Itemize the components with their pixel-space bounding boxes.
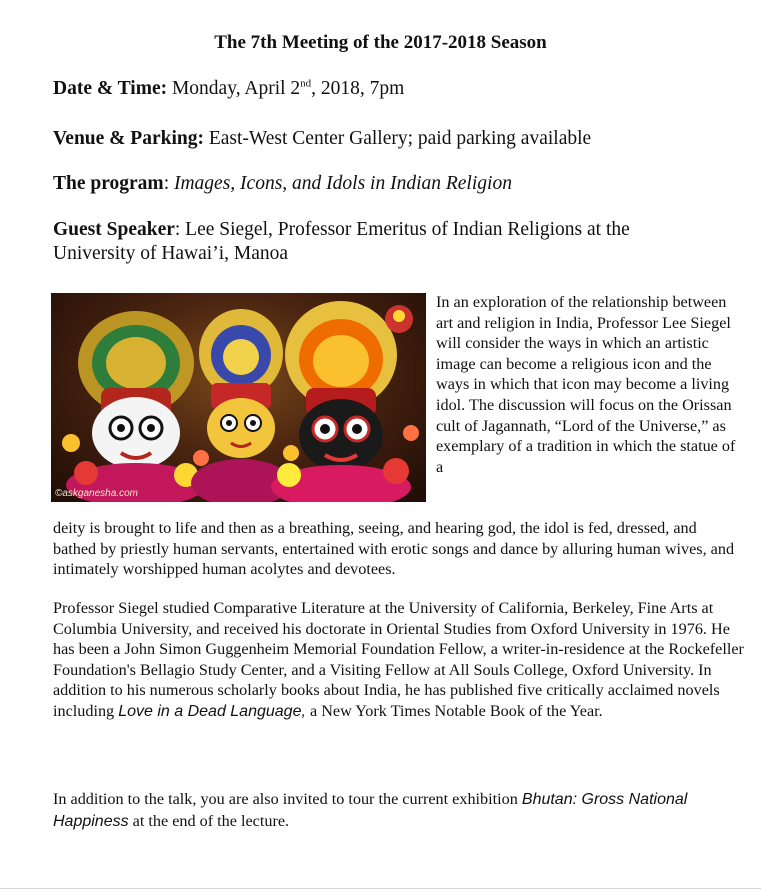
photo-watermark: ©askganesha.com <box>55 488 138 499</box>
program-label: The program <box>53 173 164 194</box>
jagannath-photo <box>51 293 426 502</box>
date-ordinal-suffix: nd <box>300 77 312 90</box>
venue-value: East-West Center Gallery; paid parking available <box>203 128 592 149</box>
speaker-value: : Lee Siegel, Professor Emeritus of Indian Religions at the University of Hawai’i, Manoa <box>53 219 630 264</box>
speaker-label: Guest Speaker <box>53 219 175 240</box>
page-bottom-rule <box>0 888 761 889</box>
date-time-line <box>53 77 404 101</box>
page-title: The 7th Meeting of the 2017-2018 Season <box>214 32 547 53</box>
askganesha-logo <box>380 299 418 343</box>
program-line <box>53 172 512 196</box>
date-value-suffix: , 2018, 7pm <box>311 78 405 99</box>
date-time-label: Date & Time: <box>53 78 168 99</box>
exhibition-title: Bhutan: Gross National Happiness <box>53 791 688 830</box>
program-title: Images, Icons, and Idols in Indian Religion <box>173 173 512 194</box>
deity-middle <box>191 309 291 502</box>
jagannath-illustration <box>51 293 426 502</box>
bio-main-text: Professor Siegel studied Comparative Literature at the University of California, Berkeley, Fine Arts at Columbia University, and received his doctorate in Oriental Studies from Oxford University in 1976. He has been a John Simon Guggenheim Memorial Foundation Fellow, a writer-in-residence at the Rockefeller Foundation's Bellagio Study Center, and a Visiting Fellow at All Souls College, Oxford University. In addition to his numerous scholarly books about India, he has published five critically acclaimed novels including <box>53 599 744 720</box>
deity-left <box>66 311 206 502</box>
date-value-prefix: Monday, April 2 <box>167 78 301 99</box>
invite-start-text: In addition to the talk, you are also invited to tour the current exhibition <box>53 790 522 808</box>
bio-paragraph <box>53 598 745 723</box>
venue-line <box>53 127 591 151</box>
invite-paragraph <box>53 789 743 832</box>
speaker-line <box>53 218 693 266</box>
bio-end-text: a New York Times Notable Book of the Year. <box>305 701 603 720</box>
program-separator: : <box>163 173 174 194</box>
intro-paragraph-continued: deity is brought to life and then as a breathing, seeing, and hearing god, the idol is fed, dressed, and bathed by priestly human servants, entertained with erotic songs and dance by alluring human wives, and intimately worshipped human acolytes and devotees. <box>53 519 735 579</box>
bio-book-title: Love in a Dead Language, <box>118 702 306 720</box>
invite-end-text: at the end of the lecture. <box>128 811 290 830</box>
venue-label: Venue & Parking: <box>53 128 204 149</box>
intro-paragraph: In an exploration of the relationship between art and religion in India, Professor Lee Siegel will consider the ways in which an artistic image can become a religious icon and the ways in which that icon may become a living idol. The discussion will focus on the Orissan cult of Jagannath, “Lord of the Universe,” as exemplary of a tradition in which the statue of a <box>436 293 736 476</box>
